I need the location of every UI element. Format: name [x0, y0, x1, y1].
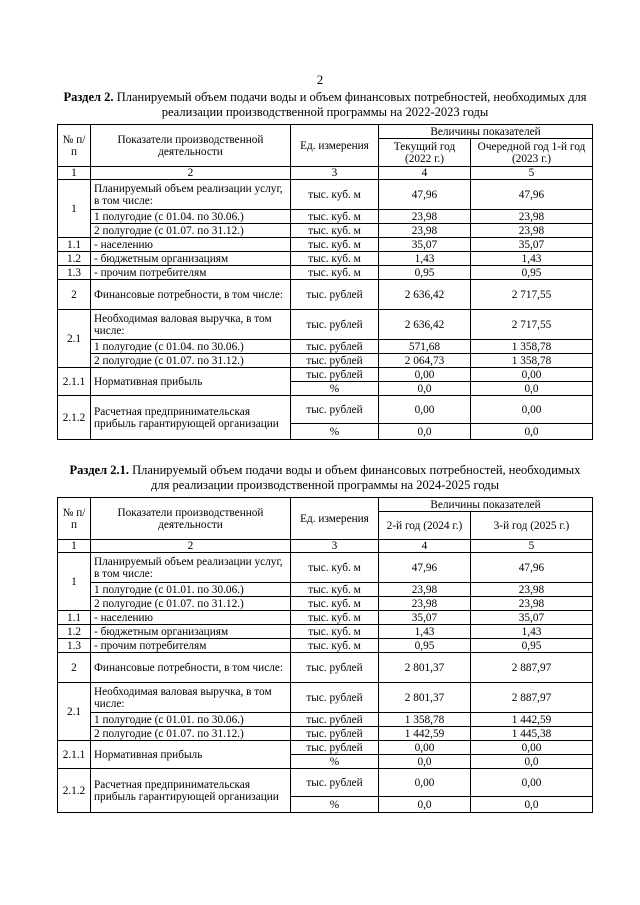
row-unit: %: [291, 382, 379, 396]
table-row: [58, 625, 593, 639]
row-number: 2.1: [58, 310, 91, 368]
row-label: Планируемый объем реализации услуг, в том числе:: [91, 180, 291, 210]
row-label: Финансовые потребности, в том числе:: [91, 280, 291, 310]
header-num: № п/п: [58, 498, 91, 540]
row-number: 1.2: [58, 252, 91, 266]
row-value-year-2: 0,00: [471, 396, 593, 424]
table-row: [58, 280, 593, 310]
row-value-year-1: 0,0: [379, 382, 471, 396]
row-label: - населению: [91, 238, 291, 252]
row-unit: тыс. куб. м: [291, 266, 379, 280]
row-label: 1 полугодие (с 01.01. по 30.06.): [91, 713, 291, 727]
row-value-year-2: 1,43: [471, 625, 593, 639]
row-label: - прочим потребителям: [91, 639, 291, 653]
table-row: [58, 368, 593, 382]
row-number: 1.1: [58, 238, 91, 252]
header-year-1: Текущий год (2022 г.): [379, 139, 471, 167]
row-value-year-2: 35,07: [471, 238, 593, 252]
row-number: 1: [58, 180, 91, 238]
row-value-year-2: 0,00: [471, 368, 593, 382]
row-value-year-2: 2 717,55: [471, 310, 593, 340]
row-value-year-1: 1,43: [379, 252, 471, 266]
table-row: [58, 310, 593, 340]
row-number: 2.1.1: [58, 741, 91, 769]
row-value-year-2: 23,98: [471, 224, 593, 238]
row-value-year-2: 0,0: [471, 382, 593, 396]
row-label: Расчетная предпринимательская прибыль гарантирующей организации: [91, 396, 291, 440]
header-values: Величины показателей: [379, 498, 593, 512]
table-row: [58, 354, 593, 368]
row-value-year-1: 0,0: [379, 755, 471, 769]
section-2-title-bold: Раздел 2.: [63, 90, 114, 104]
row-label: Финансовые потребности, в том числе:: [91, 653, 291, 683]
row-label: 2 полугодие (с 01.07. по 31.12.): [91, 224, 291, 238]
row-number: 2.1.2: [58, 396, 91, 440]
numbering-cell: 5: [471, 540, 593, 553]
row-label: 1 полугодие (с 01.01. по 30.06.): [91, 583, 291, 597]
header-unit: Ед. измерения: [291, 125, 379, 167]
table-row: [58, 741, 593, 755]
row-value-year-1: 0,95: [379, 639, 471, 653]
row-value-year-1: 571,68: [379, 340, 471, 354]
row-value-year-1: 0,00: [379, 368, 471, 382]
row-label: 2 полугодие (с 01.07. по 31.12.): [91, 354, 291, 368]
section-2-title: [60, 90, 590, 120]
row-label: 1 полугодие (с 01.04. по 30.06.): [91, 340, 291, 354]
table-row: [58, 639, 593, 653]
row-value-year-1: 2 064,73: [379, 354, 471, 368]
row-value-year-2: 0,00: [471, 741, 593, 755]
row-value-year-1: 0,00: [379, 396, 471, 424]
numbering-row: [58, 167, 593, 180]
table-row: [58, 224, 593, 238]
row-label: - населению: [91, 611, 291, 625]
table-row: [58, 266, 593, 280]
row-value-year-1: 23,98: [379, 210, 471, 224]
table-row: [58, 252, 593, 266]
numbering-cell: 2: [91, 540, 291, 553]
row-unit: тыс. рублей: [291, 396, 379, 424]
row-unit: тыс. куб. м: [291, 180, 379, 210]
row-value-year-1: 47,96: [379, 553, 471, 583]
row-value-year-1: 47,96: [379, 180, 471, 210]
table-row: [58, 583, 593, 597]
section-2-1-title-text: Планируемый объем подачи воды и объем финансовых потребностей, необходимых для реализации производственной программы на 2024-2025 годы: [128, 463, 581, 492]
row-number: 1.3: [58, 266, 91, 280]
row-label: 2 полугодие (с 01.07. по 31.12.): [91, 727, 291, 741]
row-value-year-1: 0,00: [379, 741, 471, 755]
row-unit: тыс. куб. м: [291, 238, 379, 252]
row-value-year-2: 1 442,59: [471, 713, 593, 727]
row-unit: тыс. куб. м: [291, 639, 379, 653]
table-row: [58, 769, 593, 797]
header-unit: Ед. измерения: [291, 498, 379, 540]
row-value-year-2: 1 358,78: [471, 354, 593, 368]
header-year-2: Очередной год 1-й год (2023 г.): [471, 139, 593, 167]
section-2-1-title-bold: Раздел 2.1.: [69, 463, 129, 477]
row-value-year-1: 1,43: [379, 625, 471, 639]
numbering-cell: 4: [379, 167, 471, 180]
row-unit: %: [291, 797, 379, 813]
row-value-year-1: 1 442,59: [379, 727, 471, 741]
row-value-year-2: 23,98: [471, 210, 593, 224]
row-number: 2: [58, 280, 91, 310]
row-unit: тыс. рублей: [291, 368, 379, 382]
row-label: - бюджетным организациям: [91, 625, 291, 639]
header-values: Величины показателей: [379, 125, 593, 139]
row-label: Необходимая валовая выручка, в том числе:: [91, 310, 291, 340]
row-label: 2 полугодие (с 01.07. по 31.12.): [91, 597, 291, 611]
row-unit: тыс. куб. м: [291, 210, 379, 224]
header-indicator: Показатели производственной деятельности: [91, 125, 291, 167]
row-label: - прочим потребителям: [91, 266, 291, 280]
numbering-cell: 2: [91, 167, 291, 180]
header-num: № п/п: [58, 125, 91, 167]
row-unit: тыс. рублей: [291, 280, 379, 310]
row-unit: тыс. куб. м: [291, 625, 379, 639]
table-row: [58, 611, 593, 625]
row-unit: тыс. рублей: [291, 354, 379, 368]
row-value-year-2: 1 445,38: [471, 727, 593, 741]
row-unit: %: [291, 755, 379, 769]
row-number: 1.3: [58, 639, 91, 653]
table-row: [58, 727, 593, 741]
row-value-year-1: 0,0: [379, 424, 471, 440]
row-label: Нормативная прибыль: [91, 368, 291, 396]
table-row: [58, 683, 593, 713]
row-value-year-1: 23,98: [379, 224, 471, 238]
numbering-cell: 3: [291, 167, 379, 180]
row-unit: тыс. куб. м: [291, 597, 379, 611]
table-row: [58, 396, 593, 424]
table-row: [58, 553, 593, 583]
row-unit: тыс. куб. м: [291, 553, 379, 583]
row-value-year-2: 47,96: [471, 553, 593, 583]
table-row: [58, 713, 593, 727]
row-value-year-1: 23,98: [379, 597, 471, 611]
row-label: Нормативная прибыль: [91, 741, 291, 769]
table-row: [58, 210, 593, 224]
row-unit: %: [291, 424, 379, 440]
row-value-year-2: 0,0: [471, 424, 593, 440]
row-value-year-1: 2 636,42: [379, 310, 471, 340]
row-value-year-2: 23,98: [471, 583, 593, 597]
row-value-year-1: 2 801,37: [379, 653, 471, 683]
numbering-cell: 1: [58, 540, 91, 553]
row-unit: тыс. рублей: [291, 713, 379, 727]
row-unit: тыс. рублей: [291, 727, 379, 741]
row-unit: тыс. рублей: [291, 653, 379, 683]
row-label: Расчетная предпринимательская прибыль гарантирующей организации: [91, 769, 291, 813]
table-row: [58, 180, 593, 210]
row-number: 2.1.2: [58, 769, 91, 813]
row-number: 1.1: [58, 611, 91, 625]
row-number: 2.1: [58, 683, 91, 741]
row-number: 2: [58, 653, 91, 683]
section-2-1-table: [57, 497, 593, 813]
row-value-year-1: 1 358,78: [379, 713, 471, 727]
row-unit: тыс. рублей: [291, 310, 379, 340]
row-value-year-1: 0,00: [379, 769, 471, 797]
table-row: [58, 597, 593, 611]
row-unit: тыс. рублей: [291, 683, 379, 713]
row-unit: тыс. рублей: [291, 340, 379, 354]
numbering-cell: 4: [379, 540, 471, 553]
row-value-year-2: 1,43: [471, 252, 593, 266]
row-value-year-2: 2 887,97: [471, 683, 593, 713]
row-label: Необходимая валовая выручка, в том числе:: [91, 683, 291, 713]
row-value-year-2: 0,00: [471, 769, 593, 797]
page-number: 2: [316, 72, 324, 87]
header-year-1: 2-й год (2024 г.): [379, 512, 471, 540]
header-indicator: Показатели производственной деятельности: [91, 498, 291, 540]
row-value-year-2: 47,96: [471, 180, 593, 210]
numbering-cell: 1: [58, 167, 91, 180]
row-value-year-2: 0,0: [471, 755, 593, 769]
row-unit: тыс. куб. м: [291, 224, 379, 238]
row-value-year-2: 0,0: [471, 797, 593, 813]
numbering-cell: 5: [471, 167, 593, 180]
section-2-table: [57, 124, 593, 440]
row-label: Планируемый объем реализации услуг, в том числе:: [91, 553, 291, 583]
row-value-year-2: 2 887,97: [471, 653, 593, 683]
row-value-year-2: 35,07: [471, 611, 593, 625]
row-value-year-2: 0,95: [471, 266, 593, 280]
row-label: 1 полугодие (с 01.04. по 30.06.): [91, 210, 291, 224]
row-unit: тыс. куб. м: [291, 611, 379, 625]
table-row: [58, 653, 593, 683]
row-unit: тыс. куб. м: [291, 583, 379, 597]
section-2-1-title: [60, 463, 590, 493]
numbering-cell: 3: [291, 540, 379, 553]
row-unit: тыс. куб. м: [291, 252, 379, 266]
row-value-year-1: 2 636,42: [379, 280, 471, 310]
section-2-title-text: Планируемый объем подачи воды и объем финансовых потребностей, необходимых для реализации производственной программы на 2022-2023 годы: [113, 90, 587, 119]
header-year-2: 3-й год (2025 г.): [471, 512, 593, 540]
row-value-year-2: 1 358,78: [471, 340, 593, 354]
numbering-row: [58, 540, 593, 553]
row-label: - бюджетным организациям: [91, 252, 291, 266]
row-value-year-1: 23,98: [379, 583, 471, 597]
row-value-year-1: 2 801,37: [379, 683, 471, 713]
row-number: 2.1.1: [58, 368, 91, 396]
row-number: 1: [58, 553, 91, 611]
table-row: [58, 238, 593, 252]
row-value-year-1: 35,07: [379, 238, 471, 252]
row-unit: тыс. рублей: [291, 741, 379, 755]
row-value-year-1: 0,95: [379, 266, 471, 280]
row-value-year-1: 0,0: [379, 797, 471, 813]
row-unit: тыс. рублей: [291, 769, 379, 797]
row-value-year-1: 35,07: [379, 611, 471, 625]
row-value-year-2: 2 717,55: [471, 280, 593, 310]
table-row: [58, 340, 593, 354]
row-value-year-2: 23,98: [471, 597, 593, 611]
row-number: 1.2: [58, 625, 91, 639]
row-value-year-2: 0,95: [471, 639, 593, 653]
